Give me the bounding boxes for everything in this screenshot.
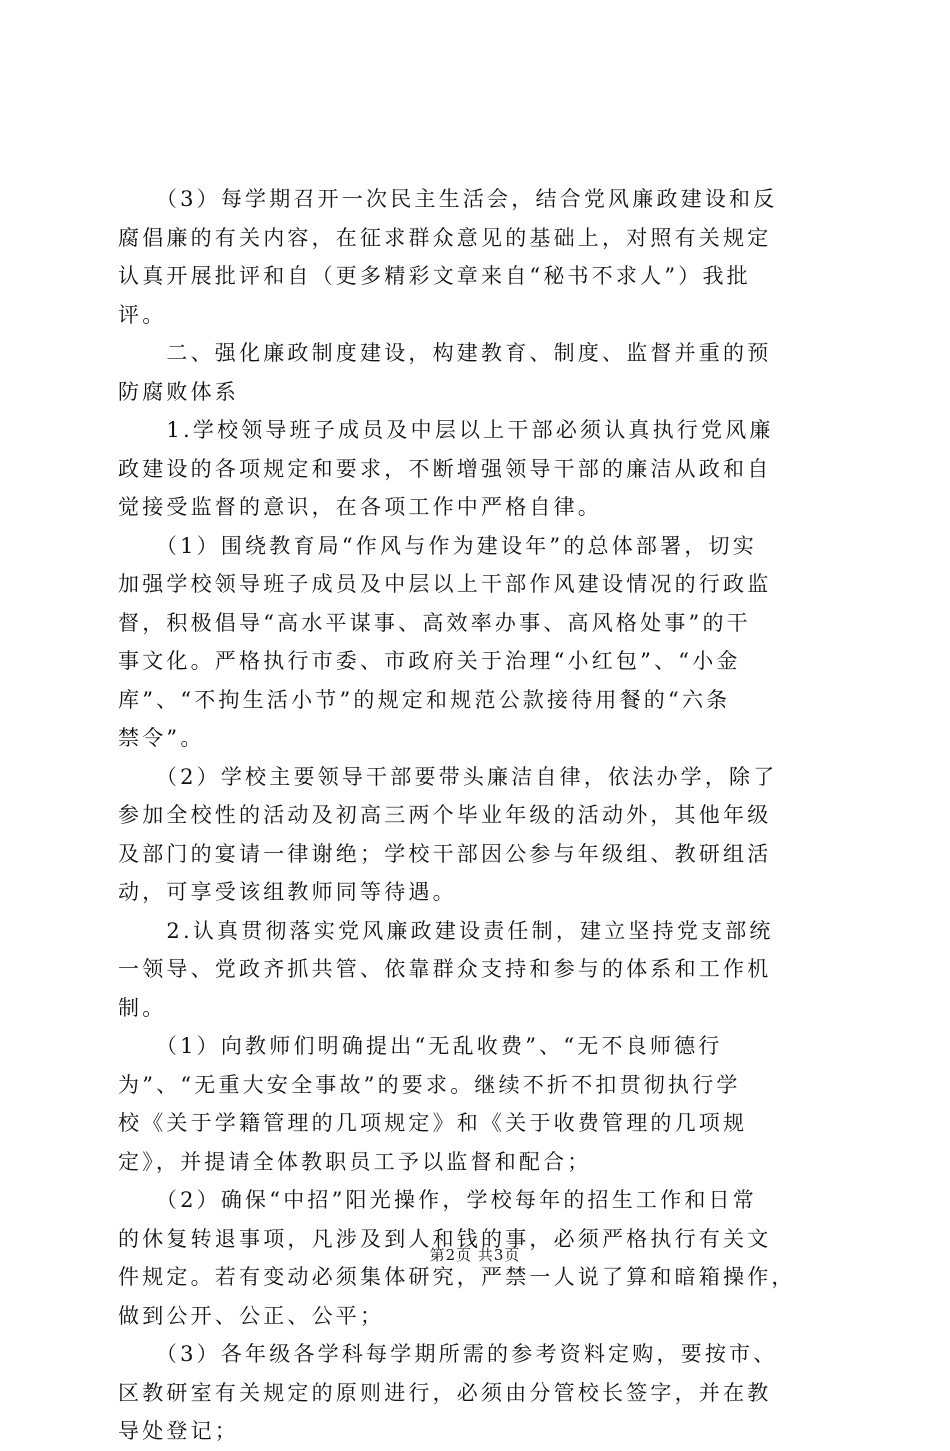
- text-line: （1）向教师们明确提出“无乱收费”、“无不良师德行: [118, 1034, 723, 1058]
- text-line: 1.学校领导班子成员及中层以上干部必须认真执行党风廉: [118, 418, 774, 442]
- text-line: 及部门的宴请一律谢绝；学校干部因公参与年级组、教研组活: [118, 841, 772, 866]
- text-line: 做到公开、公正、公平；: [118, 1303, 385, 1328]
- text-line: 2.认真贯彻落实党风廉政建设责任制，建立坚持党支部统: [118, 918, 774, 943]
- text-line: （3）各年级各学科每学期所需的参考资料定购，要按市、: [118, 1342, 778, 1366]
- text-line: 认真开展批评和自（更多精彩文章来自“秘书不求人”）我批: [118, 264, 751, 288]
- text-line: （2）确保“中招”阳光操作，学校每年的招生工作和日常: [118, 1188, 757, 1212]
- text-line: 腐倡廉的有关内容，在征求群众意见的基础上，对照有关规定: [118, 225, 772, 250]
- text-line: 库”、“不拘生活小节”的规定和规范公款接待用餐的“六条: [118, 687, 731, 712]
- text-line: 区教研室有关规定的原则进行，必须由分管校长签字，并在教: [118, 1380, 772, 1405]
- section-heading-line: 防腐败体系: [118, 379, 239, 404]
- text-line: 参加全校性的活动及初高三两个毕业年级的活动外，其他年级: [118, 803, 772, 827]
- text-line: 觉接受监督的意识，在各项工作中严格自律。: [118, 495, 602, 519]
- text-line: 件规定。若有变动必须集体研究，严禁一人说了算和暗箱操作，: [118, 1265, 796, 1289]
- text-line: 政建设的各项规定和要求，不断增强领导干部的廉洁从政和自: [118, 456, 772, 481]
- text-line: （3）每学期召开一次民主生活会，结合党风廉政建设和反: [118, 187, 778, 211]
- text-line: 评。: [118, 302, 167, 327]
- page-number-indicator: 第2页 共3页: [429, 1246, 521, 1264]
- text-line: 动，可享受该组教师同等待遇。: [118, 880, 457, 904]
- text-line: 为”、“无重大安全事故”的要求。继续不折不扣贯彻执行学: [118, 1072, 741, 1097]
- text-line: 的休复转退事项，凡涉及到人和钱的事，必须严格执行有关文: [118, 1226, 772, 1251]
- text-line: 加强学校领导班子成员及中层以上干部作风建设情况的行政监: [118, 572, 772, 596]
- text-line: （2）学校主要领导干部要带头廉洁自律，依法办学，除了: [118, 764, 778, 789]
- page-footer: [0, 1245, 950, 1265]
- text-line: （1）围绕教育局“作风与作为建设年”的总体部署，切实: [118, 533, 757, 558]
- text-line: 导处登记；: [118, 1419, 239, 1443]
- text-line: 禁令”。: [118, 726, 205, 750]
- text-line: 督，积极倡导“高水平谋事、高效率办事、高风格处事”的干: [118, 610, 751, 635]
- section-heading-line: 二、强化廉政制度建设，构建教育、制度、监督并重的预: [118, 341, 772, 365]
- text-line: 校《关于学籍管理的几项规定》和《关于收费管理的几项规: [118, 1111, 748, 1135]
- text-line: 制。: [118, 995, 167, 1020]
- text-line: 一领导、党政齐抓共管、依靠群众支持和参与的体系和工作机: [118, 957, 772, 981]
- text-line: 定》，并提请全体教职员工予以监督和配合；: [118, 1149, 592, 1174]
- text-line: 事文化。严格执行市委、市政府关于治理“小红包”、“小金: [118, 649, 741, 673]
